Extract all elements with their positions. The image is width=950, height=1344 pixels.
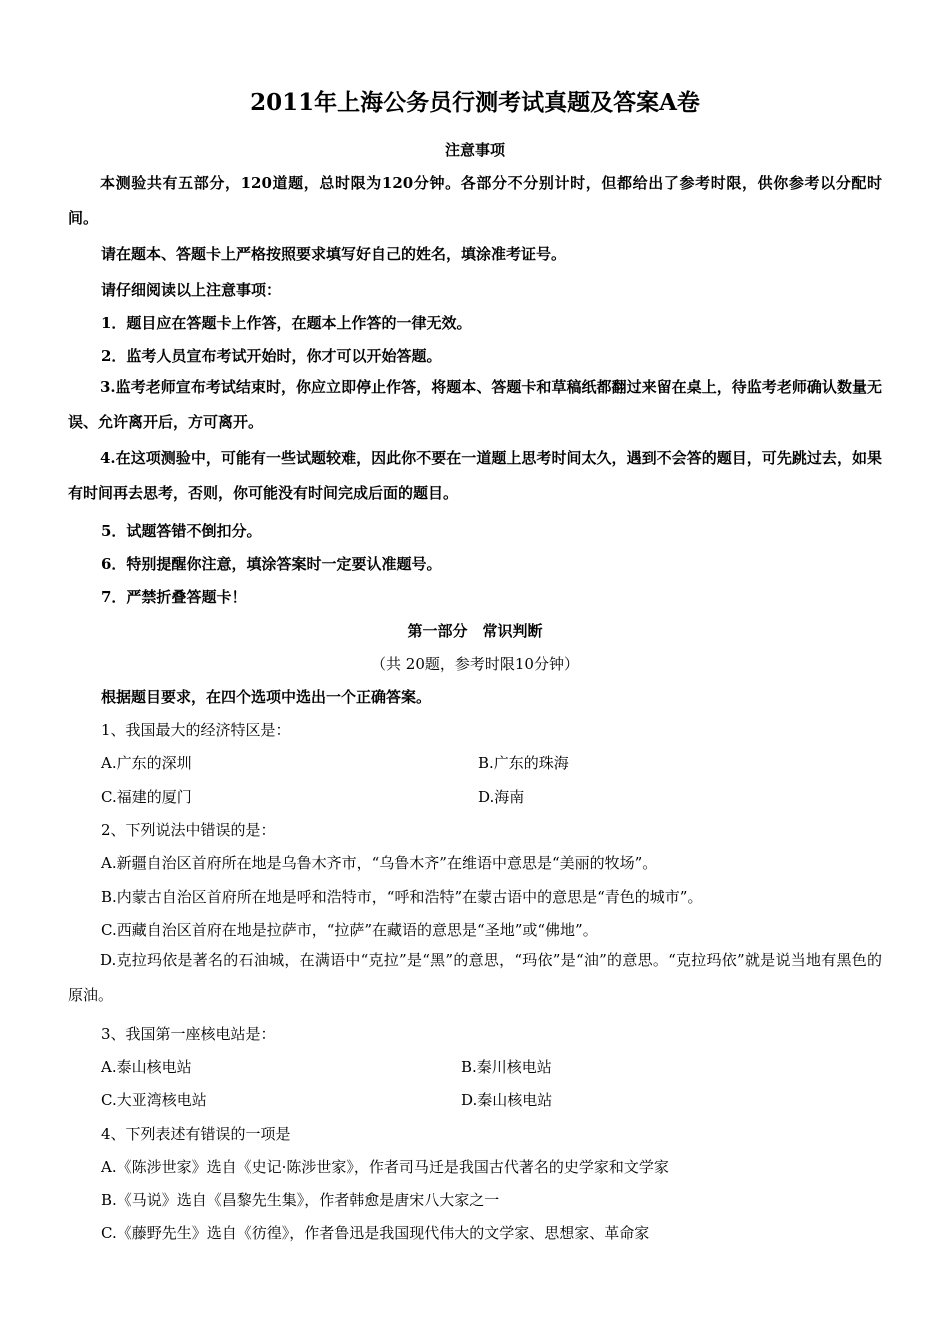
section-subheading: （共 20题，参考时限10分钟） [371, 655, 579, 673]
answer-option: A.《陈涉世家》选自《史记·陈涉世家》，作者司马迁是我国古代著名的史学家和文学家 [101, 1158, 669, 1176]
answer-option: D.海南 [478, 788, 525, 806]
notice-rule: 5．试题答错不倒扣分。 [101, 522, 262, 540]
answer-option: D.秦山核电站 [461, 1091, 553, 1109]
section-instruction: 根据题目要求，在四个选项中选出一个正确答案。 [101, 688, 432, 706]
section-heading: 第一部分 常识判断 [407, 622, 543, 640]
notice-rule: 2．监考人员宣布考试开始时，你才可以开始答题。 [101, 347, 442, 365]
document-title: 2011年上海公务员行测考试真题及答案A卷 [250, 89, 700, 116]
answer-option: B.秦川核电站 [461, 1058, 552, 1076]
answer-option: C.西藏自治区首府在地是拉萨市，“拉萨”在藏语的意思是“圣地”或“佛地”。 [101, 921, 598, 939]
question-stem: 4、下列表述有错误的一项是 [101, 1125, 291, 1143]
notice-rule: 3.监考老师宣布考试结束时，你应立即停止作答，将题本、答题卡和草稿纸都翻过来留在桌上，待监考老师确认数量无误、允许离开后，方可离开。 [68, 378, 882, 431]
question-stem: 2、下列说法中错误的是： [101, 821, 276, 839]
answer-option: D.克拉玛依是著名的石油城，在满语中“克拉”是“黑”的意思，“玛依”是“油”的意思。“克拉玛依”就是说当地有黑色的原油。 [68, 951, 882, 1004]
notice-rule: 7．严禁折叠答题卡！ [101, 588, 247, 606]
answer-option: C.福建的厦门 [101, 788, 192, 806]
question-stem: 1、我国最大的经济特区是： [101, 721, 291, 739]
notice-heading: 注意事项 [444, 141, 505, 159]
question-stem: 3、我国第一座核电站是： [101, 1025, 276, 1043]
notice-rule: 6．特别提醒你注意，填涂答案时一定要认准题号。 [101, 555, 442, 573]
notice-fill-in: 请在题本、答题卡上严格按照要求填写好自己的姓名，填涂准考证号。 [101, 245, 567, 263]
answer-option: B.广东的珠海 [478, 754, 569, 772]
answer-option: A.泰山核电站 [101, 1058, 192, 1076]
notice-rule: 4.在这项测验中，可能有一些试题较难，因此你不要在一道题上思考时间太久，遇到不会答的题目，可先跳过去，如果有时间再去思考，否则，你可能没有时间完成后面的题目。 [68, 449, 882, 502]
notice-read-carefully: 请仔细阅读以上注意事项： [101, 281, 282, 299]
answer-option: B.内蒙古自治区首府所在地是呼和浩特市，“呼和浩特”在蒙古语中的意思是“青色的城市”。 [101, 888, 703, 906]
answer-option: A.广东的深圳 [101, 754, 192, 772]
answer-option: C.《藤野先生》选自《彷徨》，作者鲁迅是我国现代伟大的文学家、思想家、革命家 [101, 1224, 650, 1242]
notice-rule: 1．题目应在答题卡上作答，在题本上作答的一律无效。 [101, 314, 472, 332]
answer-option: B.《马说》选自《昌黎先生集》，作者韩愈是唐宋八大家之一 [101, 1191, 500, 1209]
notice-intro: 本测验共有五部分，120道题，总时限为120分钟。各部分不分别计时，但都给出了参考时限，供你参考以分配时间。 [68, 174, 882, 227]
answer-option: C.大亚湾核电站 [101, 1091, 207, 1109]
answer-option: A.新疆自治区首府所在地是乌鲁木齐市，“乌鲁木齐”在维语中意思是“美丽的牧场”。 [101, 854, 658, 872]
